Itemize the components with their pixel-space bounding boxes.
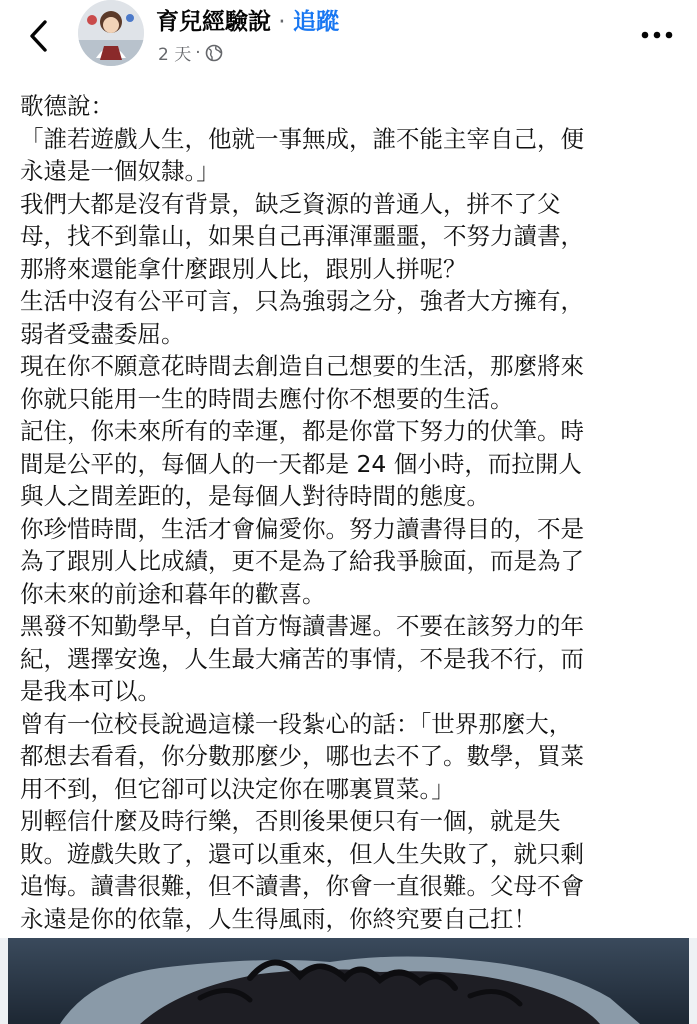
- post-line: 為了跟別人比成績，更不是為了給我爭臉面，而是為了: [20, 547, 584, 575]
- post-line: 歌德說：: [20, 92, 114, 120]
- name-separator: ·: [271, 9, 293, 35]
- post-line: 用不到，但它卻可以決定你在哪裏買菜。」: [20, 774, 455, 803]
- post-line: 記住，你未來所有的幸運，都是你當下努力的伏筆。時: [20, 417, 584, 445]
- post-line: 你珍惜時間，生活才會偏愛你。努力讀書得目的，不是: [20, 514, 584, 543]
- post-line: 黑發不知勤學早，白首方悔讀書遲。不要在該努力的年: [20, 612, 584, 640]
- meta-dot: ·: [195, 42, 201, 63]
- post-image-illustration: [0, 938, 697, 1024]
- post-line: 生活中沒有公平可言，只為強弱之分，強者大方擁有，: [20, 287, 584, 315]
- post-line: 間是公平的，每個人的一天都是 24 個小時，而拉開人: [20, 449, 582, 478]
- post-line: 永遠是一個奴隸。」: [20, 157, 220, 185]
- post-image[interactable]: [0, 938, 697, 1024]
- post-meta: [158, 40, 223, 65]
- post-line: 曾有一位校長說過這樣一段紮心的話：「世界那麼大，: [20, 709, 573, 738]
- more-horizontal-icon: [641, 31, 673, 39]
- post-line: 我們大都是沒有背景，缺乏資源的普通人，拼不了父: [20, 189, 561, 218]
- post-line: 「誰若遊戲人生，他就一事無成，誰不能主宰自己，便: [20, 124, 584, 153]
- post-line: 別輕信什麼及時行樂，否則後果便只有一個，就是失: [20, 807, 561, 835]
- post-line: 你就只能用一生的時間去應付你不想要的生活。: [20, 384, 514, 413]
- avatar-image: [78, 0, 144, 66]
- avatar[interactable]: [78, 0, 144, 66]
- page-name-row: [156, 3, 339, 36]
- post-line: 你未來的前途和暮年的歡喜。: [20, 579, 326, 608]
- post-line: 是我本可以。: [20, 677, 161, 705]
- post-line: 敗。遊戲失敗了，還可以重來，但人生失敗了，就只剩: [20, 839, 584, 868]
- timestamp[interactable]: 2 天: [158, 45, 192, 65]
- post-line: 現在你不願意花時間去創造自己想要的生活，那麼將來: [20, 352, 584, 380]
- post-line: 紀，選擇安逸，人生最大痛苦的事情，不是我不行，而: [20, 644, 584, 673]
- post-line: 追悔。讀書很難，但不讀書，你會一直很難。父母不會: [20, 872, 584, 900]
- post-text: [20, 90, 686, 935]
- post-line: 與人之間差距的，是每個人對待時間的態度。: [20, 482, 490, 510]
- post-line: 都想去看看，你分數那麼少，哪也去不了。數學，買菜: [20, 742, 584, 770]
- globe-icon: [205, 44, 223, 62]
- post-line: 永遠是你的依靠，人生得風雨，你終究要自己扛！: [20, 904, 537, 933]
- chevron-left-icon: [27, 19, 49, 53]
- post-header: [0, 0, 697, 76]
- more-options-button[interactable]: [637, 20, 677, 50]
- post-line: 那將來還能拿什麼跟別人比，跟別人拼呢？: [20, 254, 467, 283]
- page-name[interactable]: 育兒經驗說: [156, 9, 271, 35]
- follow-button[interactable]: 追蹤: [292, 9, 339, 35]
- back-button[interactable]: [18, 14, 58, 58]
- post-line: 母，找不到靠山，如果自己再渾渾噩噩，不努力讀書，: [20, 222, 584, 250]
- post-line: 弱者受盡委屈。: [20, 319, 185, 348]
